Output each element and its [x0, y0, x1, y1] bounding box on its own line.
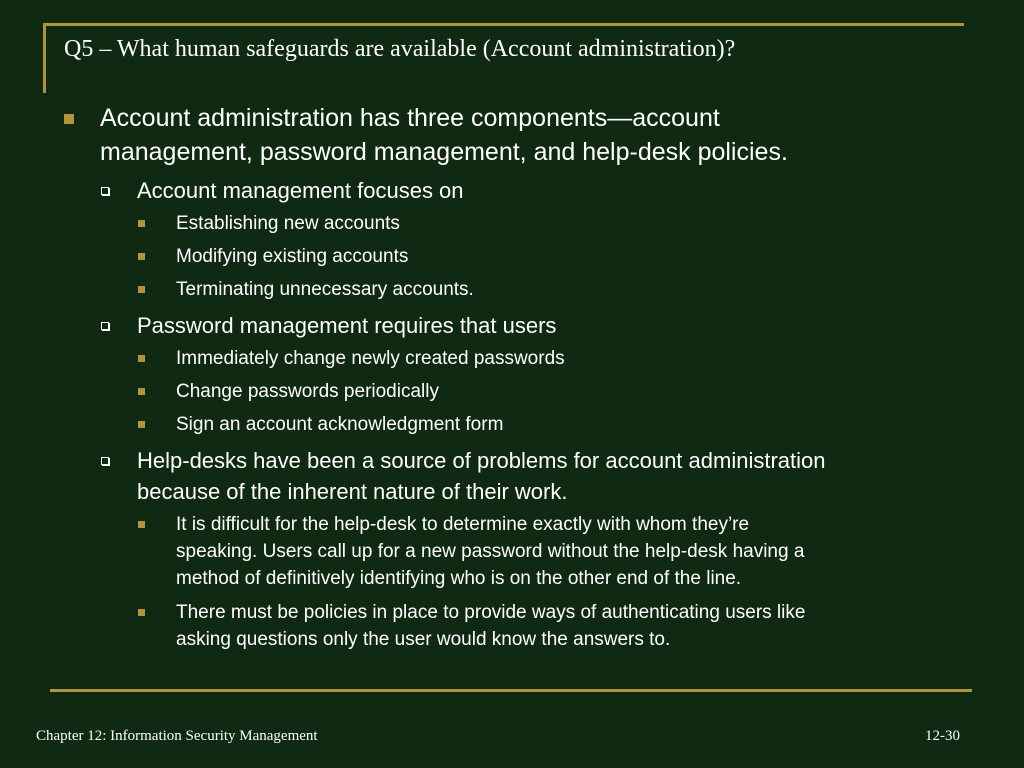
level3-bullet-icon — [138, 421, 145, 428]
helpdesk-item-1-line-2: speaking. Users call up for a new password without the help-desk having a — [176, 541, 805, 562]
level2-bullet-icon — [101, 187, 109, 195]
footer-rule — [50, 689, 972, 692]
level3-bullet-icon — [138, 388, 145, 395]
level3-bullet-icon — [138, 609, 145, 616]
account-mgmt-item: Terminating unnecessary accounts. — [176, 279, 474, 300]
level3-bullet-icon — [138, 286, 145, 293]
helpdesk-item-2-line-1: There must be policies in place to provide ways of authenticating users like — [176, 602, 806, 623]
helpdesk-item-1-line-3: method of definitively identifying who is on the other end of the line. — [176, 568, 742, 589]
account-mgmt-item: Establishing new accounts — [176, 213, 400, 234]
account-mgmt-item: Modifying existing accounts — [176, 246, 409, 267]
title-rule-top — [43, 23, 964, 26]
account-mgmt-heading: Account management focuses on — [137, 178, 464, 203]
level3-bullet-icon — [138, 253, 145, 260]
slide-number: 12-30 — [925, 728, 960, 744]
level3-bullet-icon — [138, 521, 145, 528]
password-mgmt-item: Sign an account acknowledgment form — [176, 414, 504, 435]
level2-bullet-icon — [101, 457, 109, 465]
helpdesk-heading-line-1: Help-desks have been a source of problems for account administration — [137, 448, 826, 473]
intro-line-2: management, password management, and help-desk policies. — [100, 138, 788, 166]
intro-line-1: Account administration has three components—account — [100, 104, 720, 132]
level3-bullet-icon — [138, 355, 145, 362]
password-mgmt-item: Immediately change newly created passwords — [176, 348, 565, 369]
helpdesk-item-1-line-1: It is difficult for the help-desk to determine exactly with whom they’re — [176, 514, 750, 535]
title-rule-left — [43, 23, 46, 93]
level2-bullet-icon — [101, 322, 109, 330]
level3-bullet-icon — [138, 220, 145, 227]
password-mgmt-item: Change passwords periodically — [176, 381, 439, 402]
level1-bullet-icon — [64, 114, 74, 124]
slide-title: Q5 – What human safeguards are available (Account administration)? — [64, 36, 736, 62]
helpdesk-heading-line-2: because of the inherent nature of their work. — [137, 479, 568, 504]
password-mgmt-heading: Password management requires that users — [137, 313, 557, 338]
helpdesk-item-2-line-2: asking questions only the user would know the answers to. — [176, 629, 671, 650]
footer-chapter: Chapter 12: Information Security Management — [36, 728, 318, 744]
